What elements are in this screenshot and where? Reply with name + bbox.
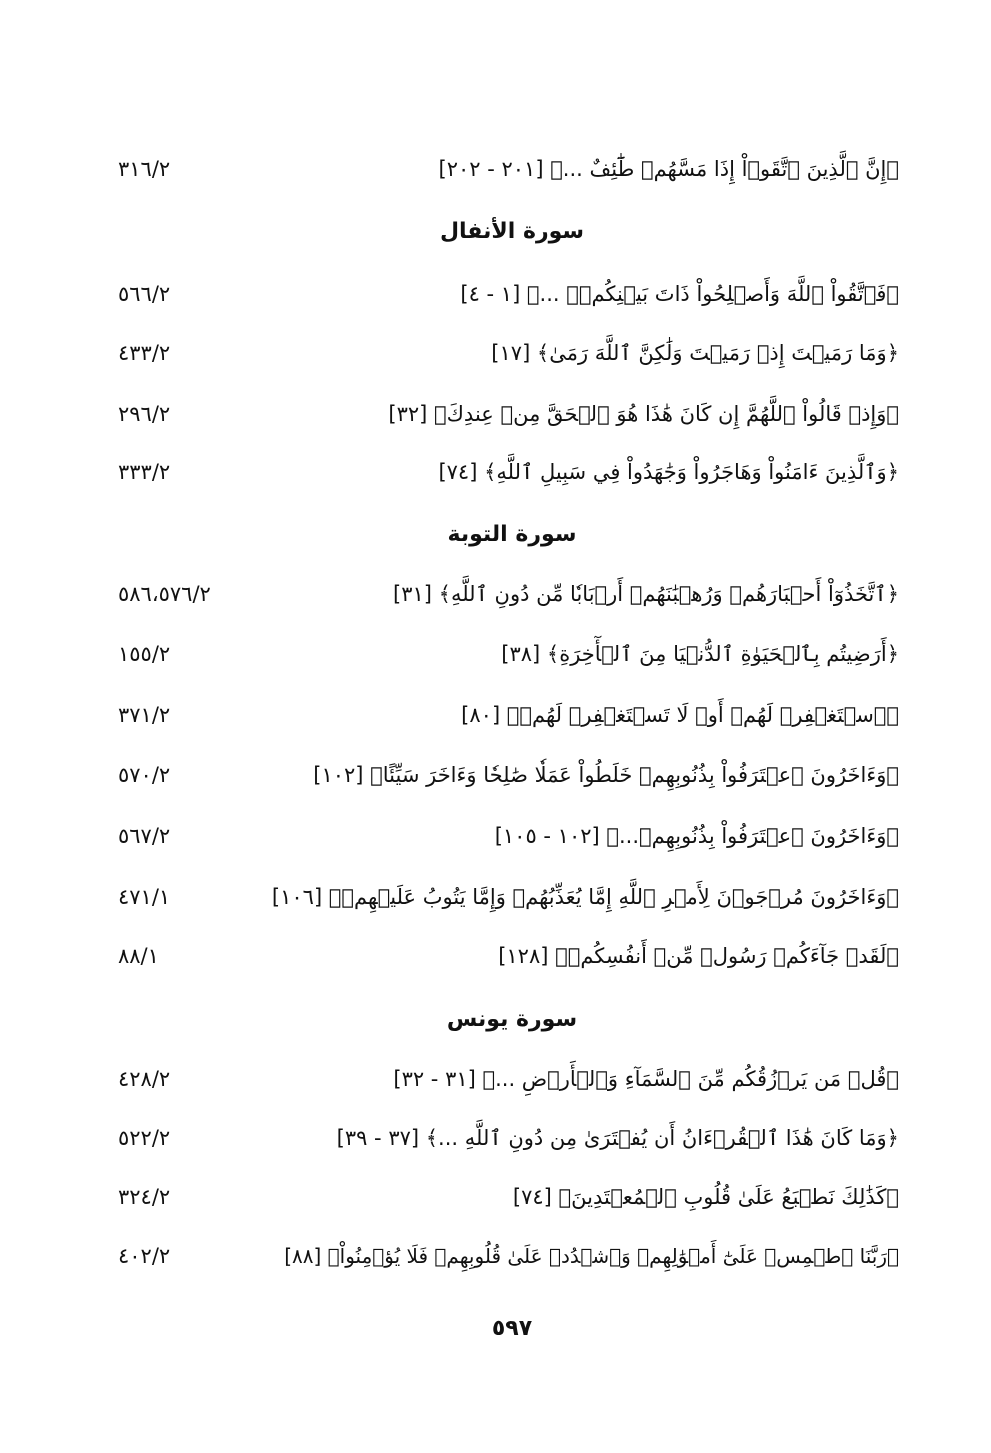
verse-row <box>0 755 991 799</box>
volume-page-ref: ٢٩٦/٢ <box>118 402 171 426</box>
verse-row <box>0 1118 991 1162</box>
verse-text: ﴿فَٱتَّقُواْ ٱللَّهَ وَأَصۡلِحُواْ ذَاتَ بَيۡنِكُمۡۖ ...﴾ [١ - ٤] <box>460 282 899 306</box>
volume-page-ref: ٣٢٤/٢ <box>118 1185 171 1209</box>
verse-text: ﴿كَذَٰلِكَ نَطۡبَعُ عَلَىٰ قُلُوبِ ٱلۡمُعۡتَدِينَ﴾ [٧٤] <box>512 1185 899 1209</box>
verse-text: ﴿وَءَاخَرُونَ ٱعۡتَرَفُواْ بِذُنُوبِهِمۡ...﴾ [١٠٢ - ١٠٥] <box>494 824 899 848</box>
surah-heading-yunus: سورة يونس <box>446 1007 578 1032</box>
verse-text: ﴿وَٱلَّذِينَ ءَامَنُواْ وَهَاجَرُواْ وَجَٰهَدُواْ فِي سَبِيلِ ٱللَّهِ﴾ [٧٤] <box>438 460 899 484</box>
verse-row <box>0 936 991 980</box>
volume-page-ref: ٥٦٧/٢ <box>118 824 171 848</box>
volume-page-ref: ٤٣٣/٢ <box>118 341 171 365</box>
verse-text: ﴿وَمَا رَمَيۡتَ إِذۡ رَمَيۡتَ وَلَٰكِنَّ ٱللَّهَ رَمَىٰ﴾ [١٧] <box>491 341 899 365</box>
verse-text: ﴿أَرَضِيتُم بِٱلۡحَيَوٰةِ ٱلدُّنۡيَا مِنَ ٱلۡأٓخِرَةِ﴾ [٣٨] <box>501 642 899 666</box>
verse-row <box>0 1236 991 1280</box>
volume-page-ref: ٤٧١/١ <box>118 885 171 909</box>
verse-text: ﴿ٱسۡتَغۡفِرۡ لَهُمۡ أَوۡ لَا تَسۡتَغۡفِرۡ لَهُمۡ﴾ [٨٠] <box>461 703 899 727</box>
verse-text: ﴿قُلۡ مَن يَرۡزُقُكُم مِّنَ ٱلسَّمَآءِ وَٱلۡأَرۡضِ ...﴾ [٣١ - ٣٢] <box>393 1067 899 1091</box>
volume-page-ref: ١٥٥/٢ <box>118 642 171 666</box>
verse-row <box>0 452 991 496</box>
volume-page-ref: ٥٧٠/٢ <box>118 763 171 787</box>
volume-page-ref: ٣٣٣/٢ <box>118 460 171 484</box>
verse-text: ﴿وَءَاخَرُونَ ٱعۡتَرَفُواْ بِذُنُوبِهِمۡ خَلَطُواْ عَمَلٗا صَٰلِحٗا وَءَاخَرَ سَيِّئًا﴾ [١٠٢] <box>313 763 899 787</box>
volume-page-ref: ٣١٦/٢ <box>118 157 171 181</box>
verse-text: ﴿وَإِذۡ قَالُواْ ٱللَّهُمَّ إِن كَانَ هَٰذَا هُوَ ٱلۡحَقَّ مِنۡ عِندِكَ﴾ [٣٢] <box>388 402 899 426</box>
volume-page-ref: ٤٠٢/٢ <box>118 1244 171 1268</box>
surah-heading-tawba: سورة التوبة <box>447 522 577 547</box>
verse-row <box>0 394 991 438</box>
verse-text: ﴿إِنَّ ٱلَّذِينَ ٱتَّقَوۡاْ إِذَا مَسَّهُمۡ طَٰٓئِفٌ ...﴾ [٢٠١ - ٢٠٢] <box>438 157 899 181</box>
verse-row <box>0 333 991 377</box>
page-number: ٥٩٧ <box>491 1316 533 1341</box>
volume-page-ref: ٥٦٦/٢ <box>118 282 171 306</box>
volume-page-ref: ٤٢٨/٢ <box>118 1067 171 1091</box>
volume-page-ref: ٥٢٢/٢ <box>118 1126 171 1150</box>
verse-text: ﴿ٱتَّخَذُوٓاْ أَحۡبَارَهُمۡ وَرُهۡبَٰنَهُمۡ أَرۡبَابٗا مِّن دُونِ ٱللَّهِ﴾ [٣١] <box>393 582 899 606</box>
verse-text: ﴿وَءَاخَرُونَ مُرۡجَوۡنَ لِأَمۡرِ ٱللَّهِ إِمَّا يُعَذِّبُهُمۡ وَإِمَّا يَتُوبُ عَلَيۡهِمۡ﴾ [١٠٦] <box>271 885 899 909</box>
volume-page-ref: ٣٧١/٢ <box>118 703 171 727</box>
verse-row <box>0 1059 991 1103</box>
verse-row <box>0 574 991 618</box>
verse-row <box>0 1177 991 1221</box>
verse-row <box>0 274 991 318</box>
verse-row <box>0 877 991 921</box>
verse-row <box>0 816 991 860</box>
verse-text: ﴿رَبَّنَا ٱطۡمِسۡ عَلَىٰٓ أَمۡوَٰلِهِمۡ وَٱشۡدُدۡ عَلَىٰ قُلُوبِهِمۡ فَلَا يُؤۡمِنُواْ﴾ [٨٨] <box>284 1244 899 1268</box>
surah-heading-anfal: سورة الأنفال <box>439 219 585 244</box>
verse-row <box>0 695 991 739</box>
verse-row <box>0 634 991 678</box>
volume-page-ref: ٥٨٦،٥٧٦/٢ <box>118 582 211 606</box>
volume-page-ref: ٨٨/١ <box>118 944 159 968</box>
verse-text: ﴿لَقَدۡ جَآءَكُمۡ رَسُولٞ مِّنۡ أَنفُسِكُمۡ﴾ [١٢٨] <box>498 944 899 968</box>
verse-text: ﴿وَمَا كَانَ هَٰذَا ٱلۡقُرۡءَانُ أَن يُفۡتَرَىٰ مِن دُونِ ٱللَّهِ ...﴾ [٣٧ - ٣٩] <box>336 1126 899 1150</box>
verse-row <box>0 149 991 193</box>
